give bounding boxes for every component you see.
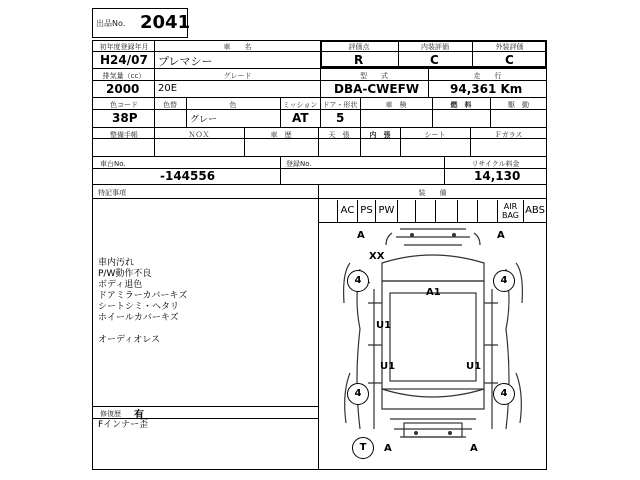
inspection-label: 車 検 bbox=[385, 101, 407, 109]
equipment-item bbox=[478, 200, 498, 222]
exterior-value: C bbox=[505, 53, 514, 67]
manual-label: 整備手帳 bbox=[110, 131, 138, 139]
mark-door-rear-right: U1 bbox=[466, 361, 482, 372]
equipment-item: PS bbox=[358, 200, 376, 222]
model-value: DBA-CWEFW bbox=[334, 82, 420, 96]
repair-label: 修復歴 bbox=[100, 410, 121, 418]
model-label: 型 式 bbox=[360, 72, 388, 80]
grade-value: 20E bbox=[158, 83, 178, 94]
displacement-label: 排気量（cc） bbox=[102, 72, 146, 80]
lot-label: 出品No. bbox=[96, 19, 126, 28]
doors-label: ドア・形状 bbox=[322, 101, 358, 109]
year-label: 初年度登録年月 bbox=[99, 43, 149, 51]
mark-rear-right: A bbox=[470, 443, 478, 454]
roof-label: 天 張 bbox=[328, 131, 350, 139]
doors-value: 5 bbox=[336, 111, 345, 125]
equipment-label: 装 備 bbox=[418, 189, 447, 197]
note-line: P/W動作不良 bbox=[98, 269, 152, 279]
color-label: 色 bbox=[229, 101, 237, 109]
displacement-value: 2000 bbox=[106, 82, 140, 96]
tire-front-left: 4 bbox=[347, 270, 369, 292]
color-code-value: 38P bbox=[112, 111, 138, 125]
note-line: ホイールカバーキズ bbox=[98, 313, 179, 323]
chassis-label: 車台No. bbox=[100, 160, 126, 168]
seat-label: シート bbox=[424, 131, 446, 139]
tire-rear-right: 4 bbox=[493, 383, 515, 405]
car-diagram bbox=[320, 223, 546, 469]
note-line: ドアミラーカバーキズ bbox=[98, 291, 188, 301]
equipment-item: PW bbox=[376, 200, 398, 222]
note-line: シートシミ・ヘタリ bbox=[98, 302, 180, 312]
year-value: H24/07 bbox=[100, 53, 148, 67]
note-line: ボディ退色 bbox=[98, 280, 143, 290]
name-label: 車 名 bbox=[223, 43, 252, 51]
equipment-item bbox=[436, 200, 458, 222]
interior-roof-label: 内 張 bbox=[369, 131, 391, 139]
drive-label: 駆 動 bbox=[508, 101, 529, 109]
mileage-label: 走 行 bbox=[473, 72, 502, 80]
name-value: プレマシー bbox=[158, 55, 213, 68]
note-line: 車内汚れ bbox=[98, 258, 135, 268]
color-code-label: 色コード bbox=[110, 101, 138, 109]
score-value: R bbox=[354, 53, 364, 67]
tire-front-right: 4 bbox=[493, 270, 515, 292]
mark-roof: A1 bbox=[426, 287, 441, 298]
color-value: グレー bbox=[190, 115, 218, 125]
tire-spare: T bbox=[352, 437, 374, 459]
history-label: 車 歴 bbox=[270, 131, 292, 139]
color-swap-label: 色替 bbox=[163, 101, 177, 109]
tire-rear-left: 4 bbox=[347, 383, 369, 405]
equipment-item: AC bbox=[338, 200, 358, 222]
fuel-label: 燃 料 bbox=[450, 101, 472, 109]
interior-value: C bbox=[430, 53, 439, 67]
glass-label: Ｆガラス bbox=[494, 131, 523, 139]
equipment-item bbox=[458, 200, 478, 222]
note-line: オーディオレス bbox=[98, 335, 161, 345]
repair-value: 有 bbox=[134, 410, 144, 421]
mark-door-rear: U1 bbox=[380, 361, 396, 372]
mark-door-front: U1 bbox=[376, 320, 392, 331]
transmission-label: ミッション bbox=[282, 101, 318, 109]
repair-note: Fインナー歪 bbox=[98, 420, 149, 430]
chassis-value: -144556 bbox=[160, 169, 216, 183]
mark-hood-xx: XX bbox=[369, 251, 385, 262]
equipment-item bbox=[416, 200, 436, 222]
mileage-value: 94,361 Km bbox=[450, 82, 523, 96]
transmission-value: AT bbox=[292, 111, 309, 125]
equipment-item bbox=[318, 200, 338, 222]
score-label: 評価点 bbox=[348, 43, 370, 51]
equipment-item: AIR BAG bbox=[498, 200, 524, 222]
mark-rear-left: A bbox=[384, 443, 392, 454]
recycle-value: 14,130 bbox=[474, 169, 521, 183]
grade-label: グレード bbox=[223, 72, 252, 80]
notes-label: 特記事項 bbox=[98, 189, 126, 197]
exterior-label: 外装評価 bbox=[495, 43, 524, 51]
lot-number: 2041 bbox=[140, 12, 191, 33]
equipment-item: ABS bbox=[524, 200, 547, 222]
equipment-item bbox=[398, 200, 416, 222]
interior-label: 内装評価 bbox=[421, 43, 449, 51]
mark-front-right: A bbox=[497, 230, 505, 241]
recycle-label: リサイクル料金 bbox=[471, 160, 520, 168]
nox-label: ＮＯＸ bbox=[188, 131, 210, 139]
mark-front-left: A bbox=[357, 230, 365, 241]
reg-label: 登録No. bbox=[286, 160, 312, 168]
